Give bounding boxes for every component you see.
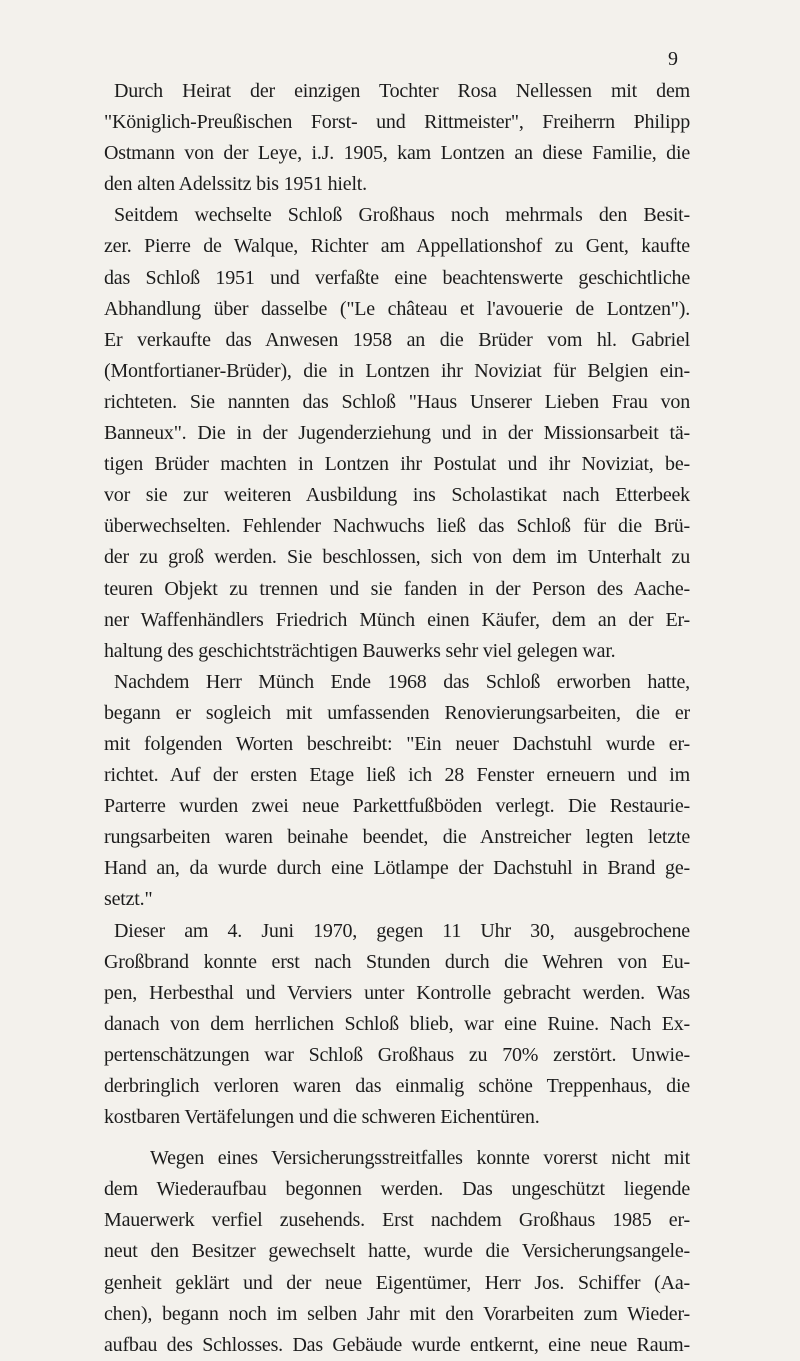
text-line: Dieser am 4. Juni 1970, gegen 11 Uhr 30, ausgebrochene [114,919,690,942]
text-line: kostbaren Vertäfelungen und die schweren Eichentüren. [104,1106,540,1129]
text-line: Ostmann von der Leye, i.J. 1905, kam Lontzen an diese Familie, die [104,142,690,165]
text-line: Banneux". Die in der Jugenderziehung und in der Missionsarbeit tä- [104,422,690,445]
text-line: rungsarbeiten waren beinahe beendet, die Anstreicher legten letzte [104,826,690,849]
text-line: Abhandlung über dasselbe ("Le château et l'avouerie de Lontzen"). [104,297,690,320]
text-line: überwechselten. Fehlender Nachwuchs ließ das Schloß für die Brü- [104,515,690,538]
paragraph-gap [104,1133,690,1143]
body-text [104,76,690,1361]
text-line: danach von dem herrlichen Schloß blieb, war eine Ruine. Nach Ex- [104,1012,690,1035]
text-line: tigen Brüder machten in Lontzen ihr Postulat und ihr Noviziat, be- [104,453,690,476]
text-line: zer. Pierre de Walque, Richter am Appellationshof zu Gent, kaufte [104,235,690,258]
text-line: Wegen eines Versicherungsstreitfalles konnte vorerst nicht mit [150,1147,690,1170]
text-line: setzt." [104,888,153,911]
text-line: Großbrand konnte erst nach Stunden durch die Wehren von Eu- [104,950,690,973]
text-line: "Königlich-Preußischen Forst- und Rittmeister", Freiherrn Philipp [104,111,690,134]
text-line: mit folgenden Worten beschreibt: "Ein neuer Dachstuhl wurde er- [104,732,690,755]
text-line: der zu groß werden. Sie beschlossen, sich von dem im Unterhalt zu [104,546,690,569]
text-line: begann er sogleich mit umfassenden Renovierungsarbeiten, die er [104,701,690,724]
text-line: genheit geklärt und der neue Eigentümer, Herr Jos. Schiffer (Aa- [104,1271,690,1294]
text-line: Seitdem wechselte Schloß Großhaus noch mehrmals den Besit- [114,204,690,227]
text-line: teuren Objekt zu trennen und sie fanden in der Person des Aache- [104,577,690,600]
text-line: richtet. Auf der ersten Etage ließ ich 28 Fenster erneuern und im [104,764,690,787]
text-line: Nachdem Herr Münch Ende 1968 das Schloß erworben hatte, [114,670,690,693]
text-line: haltung des geschichtsträchtigen Bauwerks sehr viel gelegen war. [104,639,616,662]
text-line: das Schloß 1951 und verfaßte eine beachtenswerte geschichtliche [104,266,690,289]
text-line: neut den Besitzer gewechselt hatte, wurde die Versicherungsangele- [104,1240,690,1263]
page-number: 9 [668,48,678,70]
text-line: Mauerwerk verfiel zusehends. Erst nachdem Großhaus 1985 er- [104,1209,690,1232]
text-line: Durch Heirat der einzigen Tochter Rosa Nellessen mit dem [114,80,690,102]
text-line: derbringlich verloren waren das einmalig schöne Treppenhaus, die [104,1075,690,1097]
text-line: ner Waffenhändlers Friedrich Münch einen Käufer, dem an der Er- [104,608,690,631]
text-line: pertenschätzungen war Schloß Großhaus zu 70% zerstört. Unwie- [104,1043,690,1066]
text-line: aufbau des Schlosses. Das Gebäude wurde entkernt, eine neue Raum- [104,1333,690,1356]
text-line: den alten Adelssitz bis 1951 hielt. [104,173,367,196]
text-line: dem Wiederaufbau begonnen werden. Das ungeschützt liegende [104,1178,690,1201]
text-line: vor sie zur weiteren Ausbildung ins Scholastikat nach Etterbeek [104,484,690,507]
text-line: chen), begann noch im selben Jahr mit den Vorarbeiten zum Wieder- [104,1302,690,1325]
text-line: pen, Herbesthal und Verviers unter Kontrolle gebracht werden. Was [104,981,690,1004]
text-line: (Montfortianer-Brüder), die in Lontzen ihr Noviziat für Belgien ein- [104,359,690,382]
text-line: Er verkaufte das Anwesen 1958 an die Brüder vom hl. Gabriel [104,328,690,351]
text-line: Hand an, da wurde durch eine Lötlampe der Dachstuhl in Brand ge- [104,857,690,880]
text-line: Parterre wurden zwei neue Parkettfußböden verlegt. Die Restaurie- [104,795,690,818]
text-line: richteten. Sie nannten das Schloß "Haus Unserer Lieben Frau von [104,390,690,413]
